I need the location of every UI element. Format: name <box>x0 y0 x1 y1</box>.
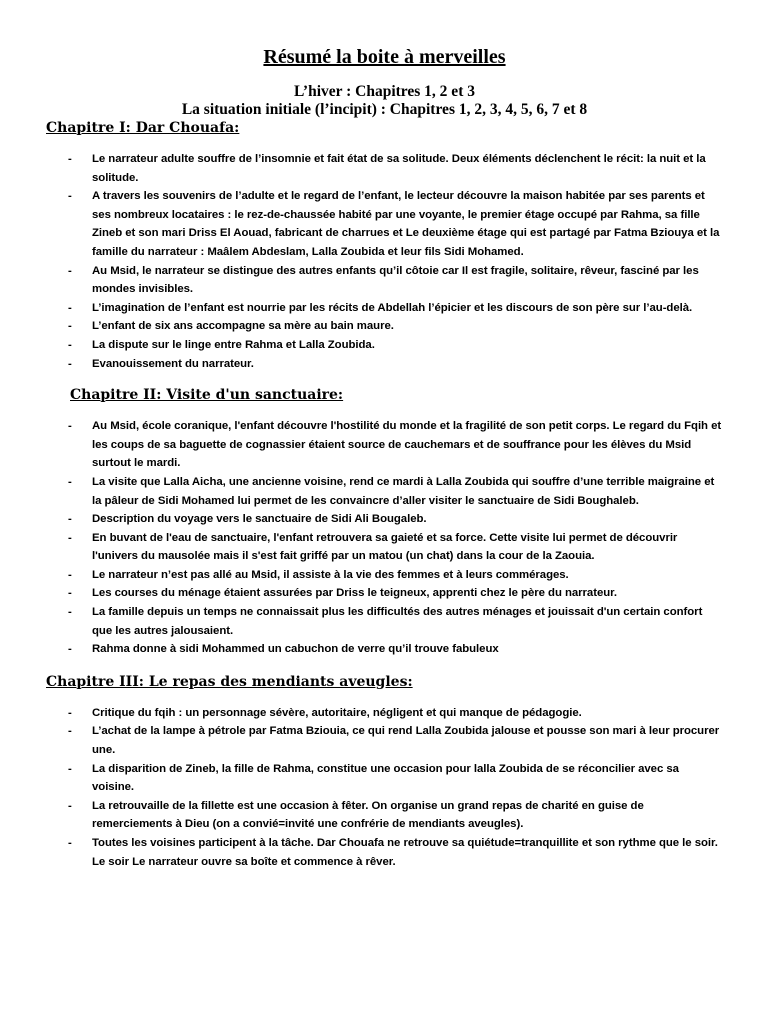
list-item <box>46 704 723 723</box>
bullet-dash: - <box>68 587 72 600</box>
list-item-text: Evanouissement du narrateur. <box>92 357 254 370</box>
list-item-text: Le narrateur adulte souffre de l’insomnie et fait état de sa solitude. Deux éléments déclenchent le récit: la nuit et la solitude. <box>92 153 706 184</box>
list-item-text: A travers les souvenirs de l’adulte et le regard de l’enfant, le lecteur découvre la maison habitée par ses parents et ses nombreux locataires : le rez-de-chaussée habité par une voyante, le premier étage occupé par Rahma, sa fille Zineb et son mari Driss El Aouad, fabricant de charrues et Le deuxième étage qui est partagé par Fatma Bziouya et la famille du narrateur : Maâlem Abdeslam, Lalla Zoubida et leur fils Sidi Mohamed. <box>92 190 720 258</box>
list-item <box>46 262 723 299</box>
bullet-dash: - <box>68 320 72 333</box>
list-item-text: L’enfant de six ans accompagne sa mère au bain maure. <box>92 320 394 333</box>
list-item-text: Au Msid, école coranique, l'enfant découvre l'hostilité du monde et la fragilité de son petit corps. Le regard du Fqih et les coups de sa baguette de cognassier étaient source de cauchemars et de souffrance pour les élèves du Msid surtout le mardi. <box>92 420 722 470</box>
list-item <box>46 529 723 566</box>
chapter-1-list <box>46 150 723 373</box>
bullet-dash: - <box>68 531 72 544</box>
bullet-dash: - <box>68 420 72 433</box>
list-item <box>46 355 723 374</box>
list-item <box>46 722 723 759</box>
list-item-text: La dispute sur le linge entre Rahma et Lalla Zoubida. <box>92 338 375 351</box>
list-item-text: L’imagination de l’enfant est nourrie par les récits de Abdellah l’épicier et les discours de son père sur l’au-delà. <box>92 301 693 314</box>
list-item <box>46 834 723 871</box>
list-item <box>46 584 723 603</box>
list-item <box>46 640 723 659</box>
bullet-dash: - <box>68 706 72 719</box>
list-item-text: Au Msid, le narrateur se distingue des autres enfants qu’il côtoie car Il est fragile, solitaire, rêveur, fasciné par les mondes invisibles. <box>92 264 699 296</box>
list-item-text: La visite que Lalla Aicha, une ancienne voisine, rend ce mardi à Lalla Zoubida qui souffre d’une terrible maigraine et la pâleur de Sidi Mohamed lui permet de les convaincre d’aller visiter le sanctuaire de Sidi Boughaleb. <box>92 475 715 507</box>
list-item-text: La disparition de Zineb, la fille de Rahma, constitue une occasion pour lalla Zoubida de se réconcilier avec sa voisine. <box>92 762 679 794</box>
chapter-2-heading: Chapitre II: Visite d'un sanctuaire: <box>70 387 344 404</box>
list-item-text: L’achat de la lampe à pétrole par Fatma Bziouia, ce qui rend Lalla Zoubida jalouse et pousse son mari à leur procurer une. <box>92 725 720 757</box>
bullet-dash: - <box>68 799 72 812</box>
list-item <box>46 150 723 187</box>
bullet-dash: - <box>68 357 72 370</box>
list-item-text: La famille depuis un temps ne connaissait plus les difficultés des autres ménages et jouissait d'un certain confort que les autres jalousaient. <box>92 606 703 637</box>
list-item-text: En buvant de l'eau de sanctuaire, l'enfant retrouvera sa gaieté et sa force. Cette visite lui permet de découvrir l'univers du mausolée mais il s'est fait griffé par un matou (un chat) dans la cour de la Zaouia. <box>92 531 678 563</box>
list-item <box>46 473 723 510</box>
bullet-dash: - <box>68 153 72 165</box>
document-subtitle-1: L’hiver : Chapitres 1, 2 et 3 <box>294 83 475 100</box>
list-item-text: Critique du fqih : un personnage sévère, autoritaire, négligent et qui manque de pédagogie. <box>92 706 582 719</box>
bullet-dash: - <box>68 606 72 619</box>
list-item <box>46 187 723 261</box>
bullet-dash: - <box>68 301 72 314</box>
list-item-text: Les courses du ménage étaient assurées par Driss le teigneux, apprenti chez le père du narrateur. <box>92 587 618 600</box>
list-item-text: Rahma donne à sidi Mohammed un cabuchon de verre qu’il trouve fabuleux <box>92 643 499 656</box>
list-item-text: Description du voyage vers le sanctuaire de Sidi Ali Bougaleb. <box>92 513 427 526</box>
bullet-dash: - <box>68 762 72 775</box>
bullet-dash: - <box>68 725 72 738</box>
list-item <box>46 566 723 585</box>
document-subtitle-2: La situation initiale (l’incipit) : Chapitres 1, 2, 3, 4, 5, 6, 7 et 8 <box>181 101 588 118</box>
list-item <box>46 317 723 336</box>
chapter-1-heading: Chapitre I: Dar Chouafa: <box>46 120 240 136</box>
list-item <box>46 797 723 834</box>
bullet-dash: - <box>68 643 72 656</box>
list-item <box>46 299 723 318</box>
list-item <box>46 760 723 797</box>
bullet-dash: - <box>68 475 72 488</box>
document-title: Résumé la boite à merveilles <box>263 46 506 68</box>
bullet-dash: - <box>68 513 72 526</box>
list-item <box>46 603 723 640</box>
bullet-dash: - <box>68 190 72 203</box>
bullet-dash: - <box>68 568 72 581</box>
bullet-dash: - <box>68 264 72 277</box>
bullet-dash: - <box>68 837 72 849</box>
list-item-text: Toutes les voisines participent à la tâche. Dar Chouafa ne retrouve sa quiétude=tranquillite et son rythme que le soir. Le soir Le narrateur ouvre sa boîte et commence à rêver. <box>92 837 718 868</box>
list-item-text: Le narrateur n’est pas allé au Msid, il assiste à la vie des femmes et à leurs commérages. <box>92 568 569 581</box>
list-item <box>46 336 723 355</box>
bullet-dash: - <box>68 338 72 351</box>
chapter-2-list <box>46 417 723 659</box>
list-item-text: La retrouvaille de la fillette est une occasion à fêter. On organise un grand repas de charité en guise de remerciements à Dieu (on a convié=invité une confrérie de mendiants aveugles). <box>92 799 644 831</box>
chapter-3-heading: Chapitre III: Le repas des mendiants aveugles: <box>46 673 413 690</box>
chapter-3-list <box>46 704 723 871</box>
list-item <box>46 417 723 473</box>
list-item <box>46 510 723 529</box>
